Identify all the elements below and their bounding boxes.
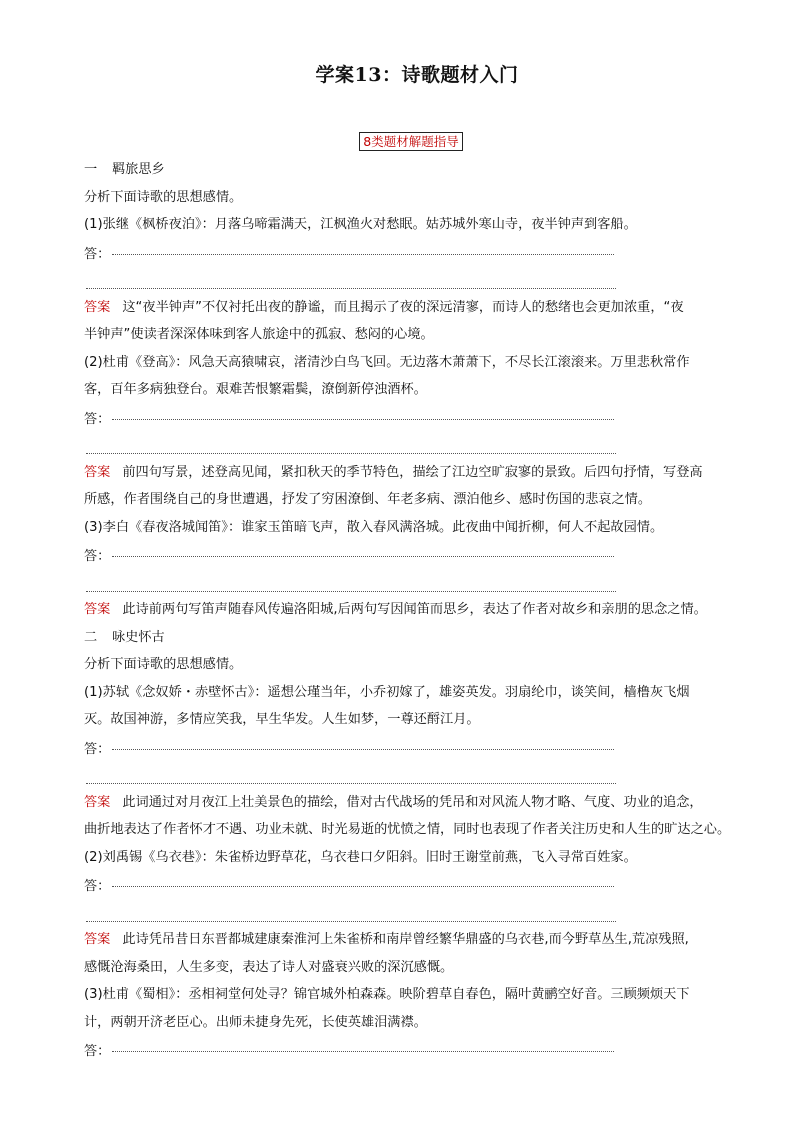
answer-label: 答案 xyxy=(84,794,111,810)
section-number: 一 xyxy=(84,162,98,177)
document-body xyxy=(84,156,750,1064)
answer-blank-row xyxy=(84,1036,750,1064)
answer-blank-line[interactable] xyxy=(112,886,614,887)
poem-line: (3)李白《春夜洛城闻笛》：谁家玉笛暗飞声，散入春风满洛城。此夜曲中闻折柳，何人不起故园情。 xyxy=(84,519,664,535)
answer-text: 半钟声”使读者深深体味到客人旅途中的孤寂、愁闷的心境。 xyxy=(84,327,434,342)
answer-text: 此词通过对月夜江上壮美景色的描绘，借对古代战场的凭吊和对风流人物才略、气度、功业的追念， xyxy=(122,794,703,810)
answer-blank-line[interactable] xyxy=(112,1051,614,1052)
answer-prompt: 答： xyxy=(84,879,111,895)
answer-blank-row xyxy=(84,541,750,569)
answer-blank-line[interactable] xyxy=(86,783,616,784)
answer-text-line xyxy=(84,954,750,982)
answer-label: 答案 xyxy=(84,464,111,480)
answer-prompt: 答： xyxy=(84,411,111,427)
poem-line: (3)杜甫《蜀相》：丞相祠堂何处寻？锦官城外柏森森。映阶碧草自春色，隔叶黄鹂空好音。三顾频烦天下 xyxy=(84,987,690,1002)
answer-blank-line[interactable] xyxy=(86,591,616,592)
answer-blank-row xyxy=(84,871,750,899)
answer-blank-row xyxy=(84,404,750,432)
answer-text: 感慨沧海桑田，人生多变，表达了诗人对盛衰兴败的深沉感慨。 xyxy=(84,959,454,975)
section-name: 羁旅思乡 xyxy=(112,162,165,177)
answer-text-line xyxy=(84,926,750,954)
page-title: 学案13：诗歌题材入门 xyxy=(315,64,519,86)
poem-line: 客，百年多病独登台。艰难苦恨繁霜鬓，潦倒新停浊酒杯。 xyxy=(84,382,427,397)
answer-blank-line[interactable] xyxy=(112,749,614,750)
answer-blank-row xyxy=(84,761,750,789)
answer-blank-line[interactable] xyxy=(86,921,616,922)
answer-text-line xyxy=(84,486,750,514)
answer-blank-row xyxy=(84,431,750,459)
section-name: 咏史怀古 xyxy=(112,629,165,645)
section-instruction: 分析下面诗歌的思想感情。 xyxy=(84,189,243,205)
answer-blank-line[interactable] xyxy=(112,419,614,420)
answer-prompt: 答： xyxy=(84,246,111,262)
answer-text: 这“夜半钟声”不仅衬托出夜的静谧，而且揭示了夜的深远清寥，而诗人的愁绪也会更加浓重，“夜 xyxy=(122,299,684,315)
answer-text: 此诗前两句写笛声随春风传遍洛阳城,后两句写因闻笛而思乡，表达了作者对故乡和亲朋的思念之情。 xyxy=(122,602,707,617)
answer-blank-row xyxy=(84,734,750,762)
section-instruction: 分析下面诗歌的思想感情。 xyxy=(84,657,243,672)
answer-text: 所感，作者围绕自己的身世遭遇，抒发了穷困潦倒、年老多病、漂泊他乡、感时伤国的悲哀之情。 xyxy=(84,492,652,507)
answer-blank-row xyxy=(84,569,750,597)
poem-line: (2)杜甫《登高》：风急天高猿啸哀，渚清沙白鸟飞回。无边落木萧萧下，不尽长江滚滚来。万里悲秋常作 xyxy=(84,354,690,370)
answer-text-line xyxy=(84,596,750,624)
answer-text: 曲折地表达了作者怀才不遇、功业未就、时光易逝的忧愤之情，同时也表现了作者关注历史和人生的旷达之心。 xyxy=(84,822,731,837)
poem-line: 灭。故国神游，多情应笑我，早生华发。人生如梦，一尊还酹江月。 xyxy=(84,712,480,727)
answer-label: 答案 xyxy=(84,932,111,947)
answer-text-line xyxy=(84,789,750,817)
poem-line: 计，两朝开济老臣心。出师未捷身先死，长使英雄泪满襟。 xyxy=(84,1014,427,1030)
answer-blank-row xyxy=(84,266,750,294)
guide-heading: 8类题材解题指导 xyxy=(359,132,462,151)
poem-line: (1)张继《枫桥夜泊》：月落乌啼霜满天，江枫渔火对愁眠。姑苏城外寒山寺，夜半钟声到客船。 xyxy=(84,217,637,232)
answer-prompt: 答： xyxy=(84,741,111,757)
answer-blank-line[interactable] xyxy=(112,254,614,255)
answer-label: 答案 xyxy=(84,602,111,617)
answer-text-line xyxy=(84,321,750,349)
answer-label: 答案 xyxy=(84,299,111,315)
answer-blank-line[interactable] xyxy=(86,288,616,289)
answer-blank-row xyxy=(84,239,750,267)
section-heading xyxy=(84,624,750,652)
answer-text-line xyxy=(84,816,750,844)
poem-line: (2)刘禹锡《乌衣巷》：朱雀桥边野草花，乌衣巷口夕阳斜。旧时王谢堂前燕，飞入寻常百姓家。 xyxy=(84,849,637,865)
answer-blank-line[interactable] xyxy=(86,453,616,454)
section-heading xyxy=(84,156,750,184)
answer-blank-line[interactable] xyxy=(112,556,614,557)
poem-line: (1)苏轼《念奴娇・赤壁怀古》：遥想公瑾当年，小乔初嫁了，雄姿英发。羽扇纶巾，谈笑间，樯橹灰飞烟 xyxy=(84,684,690,700)
answer-text: 前四句写景，述登高见闻，紧扣秋天的季节特色，描绘了江边空旷寂寥的景致。后四句抒情，写登高 xyxy=(122,464,703,480)
answer-text: 此诗凭吊昔日东晋都城建康秦淮河上朱雀桥和南岸曾经繁华鼎盛的乌衣巷,而今野草丛生,荒凉残照, xyxy=(122,932,689,947)
answer-text-line xyxy=(84,459,750,487)
guide-heading-wrap xyxy=(0,131,794,151)
answer-prompt: 答： xyxy=(84,549,111,565)
section-number: 二 xyxy=(84,629,98,645)
answer-prompt: 答： xyxy=(84,1044,111,1060)
answer-blank-row xyxy=(84,899,750,927)
answer-text-line xyxy=(84,294,750,322)
